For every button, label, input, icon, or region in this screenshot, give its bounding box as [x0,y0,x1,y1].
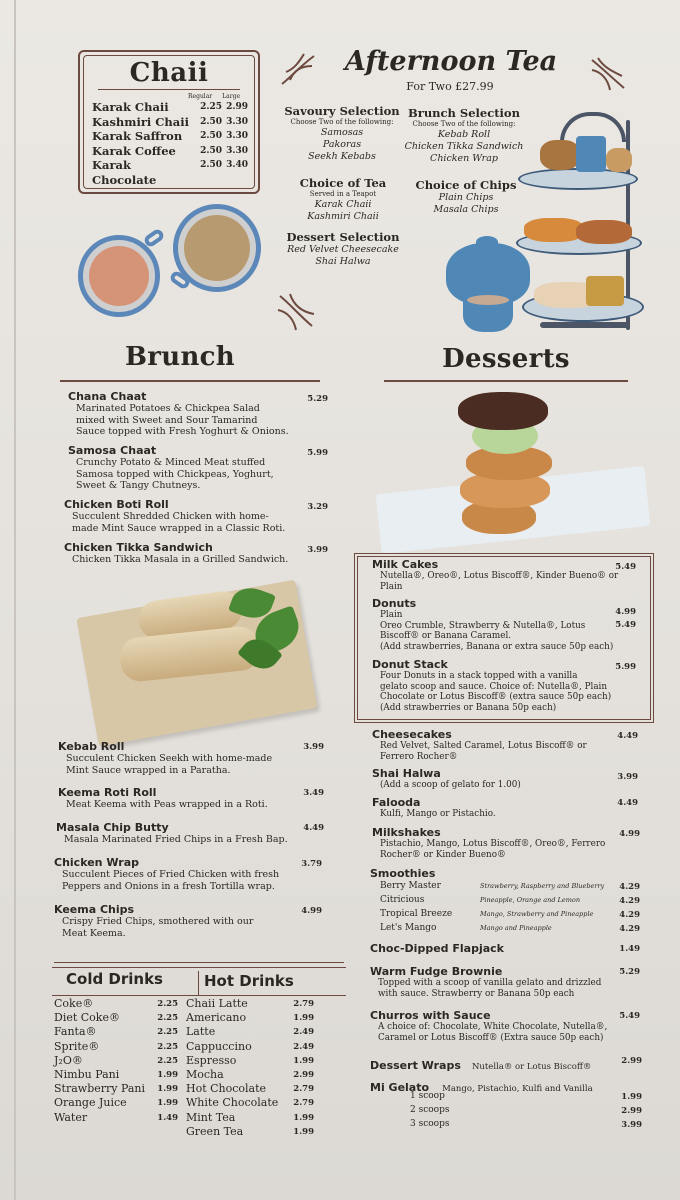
item-desc: Sweet & Tangy Chutneys. [76,480,201,491]
option: Pakoras [322,139,362,150]
item-price: 5.49 [615,562,636,572]
item-desc: (Add a scoop of gelato for 1.00) [380,780,521,790]
drink-name: Diet Coke® [54,1011,120,1025]
item-name: Karak Chocolate [92,158,157,187]
option: Chicken Tikka Sandwich [404,141,524,152]
menu-item-smoothies [370,867,650,880]
drink-name: Fanta® [54,1025,97,1039]
savoury-selection [280,104,404,163]
price-regular: 2.50 [200,145,222,156]
col-regular: Regular [188,93,213,100]
item-name: Dessert Wraps [370,1059,461,1072]
drink-name: Latte [186,1025,216,1039]
gelato-scoop: 3 scoops [410,1119,450,1129]
option: Chicken Wrap [430,153,498,164]
saffron-chai-cup-image [78,235,160,317]
option: Kebab Roll [437,129,491,140]
smoothie-name: Let's Mango [380,923,437,933]
menu-item [54,856,324,892]
chaii-title: Chaii [129,58,209,88]
item-price: 2.99 [621,1056,642,1066]
item-price: 3.99 [617,772,638,782]
item-desc: gelato scoop and sauce. Choice of: Nutella®, Plain [380,681,608,692]
drink-price: 1.49 [157,1112,178,1123]
drink-price: 2.79 [293,1084,314,1095]
menu-item [58,740,318,776]
smoothie-name: Berry Master [380,881,441,891]
chaii-item [90,115,248,130]
item-price: 3.79 [301,859,322,869]
price-regular: 2.50 [200,116,222,127]
item-desc: (Add strawberries or Banana 50p each) [380,702,557,713]
gelato-scoop: 1 scoop [410,1091,445,1101]
item-name: Samosa Chaat [68,444,157,457]
item-price: 4.99 [615,607,636,617]
col-large: Large [222,93,240,100]
item-name: Kashmiri Chaii [92,114,189,129]
drink-price: 2.25 [157,999,178,1009]
drink-price: 1.99 [157,1098,178,1109]
item-desc: Plain [380,610,403,620]
item-price: 2.99 [621,1106,642,1116]
item-price: 4.29 [619,896,640,906]
item-desc: Caramel or Lotus Biscoff® (Extra sauce 50p each) [378,1032,604,1043]
item-desc: Meat Keema. [62,927,126,939]
drink-price: 2.49 [293,1041,314,1052]
section-heading: Dessert Selection [286,230,400,244]
item-price: 5.49 [615,620,636,630]
item-name: Donut Stack [372,658,448,671]
item-price: 4.29 [619,924,640,934]
item-desc: Four Donuts in a stack topped with a vanilla [380,671,578,681]
item-desc: Crispy Fried Chips, smothered with our [62,916,254,927]
item-name: Churros with Sauce [370,1009,491,1022]
chaii-column-headers [90,93,248,100]
price-large: 3.30 [226,145,248,156]
smoothie-desc: Pineapple, Orange and Lemon [480,896,581,904]
item-price: 4.49 [303,823,324,833]
item-desc: Oreo Crumble, Strawberry & Nutella®, Lotus [380,620,586,631]
item-name: Chicken Tikka Sandwich [64,541,213,554]
item-desc: Mango, Pistachio, Kulfi and Vanilla [442,1084,593,1094]
item-price: 4.29 [619,910,640,920]
brunch-title: Brunch [124,342,235,372]
brunch-divider [60,380,320,382]
drink-name: Coke® [54,997,94,1010]
drink-name: Strawberry Pani [54,1082,146,1096]
smoothie-desc: Mango, Strawberry and Pineapple [480,910,594,918]
item-name: Cheesecakes [372,728,452,741]
cold-drinks-prices [146,997,178,1125]
item-desc: Pistachio, Mango, Lotus Biscoff®, Oreo®, Ferrero [380,839,606,849]
item-price: 5.29 [619,967,640,977]
section-note: Choose Two of the following: [412,120,516,128]
brunch-selection [404,106,524,165]
drink-price: 1.99 [293,1126,314,1137]
drink-price: 1.99 [293,1013,314,1024]
item-desc: Topped with a scoop of vanilla gelato and drizzled [378,978,602,988]
menu-item [58,786,318,811]
menu-item [54,903,314,939]
drink-name: Nimbu Pani [54,1068,120,1082]
drink-name: Americano [186,1011,247,1025]
cold-drinks-title: Cold Drinks [66,970,163,988]
drink-price: 2.25 [157,1027,178,1038]
item-desc: Rocher® or Kinder Bueno® [380,849,506,860]
hot-drinks-title: Hot Drinks [204,972,294,990]
drink-price: 1.99 [293,1112,314,1123]
drink-name: J₂O® [54,1053,83,1067]
chaii-item [90,129,248,144]
desserts-divider [384,380,628,382]
item-desc: made Mint Sauce wrapped in a Classic Roti. [72,522,286,534]
item-price: 1.99 [621,1092,642,1102]
option: Kashmiri Chaii [307,211,379,222]
item-desc: mixed with Sweet and Sour Tamarind [76,414,258,426]
item-price: 4.29 [619,882,640,892]
price-regular: 2.25 [200,102,222,112]
item-desc: Biscoff® or Banana Caramel. [380,631,512,641]
item-name: Chicken Boti Roll [64,498,169,511]
drink-price: 2.99 [293,1070,314,1081]
item-price: 5.99 [615,662,636,672]
page-spine [14,0,16,1200]
item-name: Karak Saffron [92,129,183,143]
option: Plain Chips [438,192,494,203]
chaii-box [78,50,260,194]
drink-price: 2.25 [157,1055,178,1066]
item-desc: Meat Keema with Peas wrapped in a Roti. [66,799,268,810]
option: Masala Chips [433,204,499,215]
option: Karak Chaii [314,199,372,210]
item-name: Masala Chip Butty [56,821,169,834]
item-price: 1.49 [619,944,640,954]
choice-of-chips [414,178,518,216]
item-desc: Samosa topped with Chickpeas, Yoghurt, [76,468,274,480]
item-price: 4.49 [617,731,638,741]
chaii-divider [98,89,240,90]
section-heading: Choice of Tea [299,176,387,190]
drink-price: 2.79 [293,999,314,1009]
drink-name: Mint Tea [186,1110,236,1124]
menu-item [68,444,318,492]
item-desc: Kulfi, Mango or Pistachio. [380,809,496,819]
price-large: 2.99 [226,102,248,112]
item-name: Chicken Wrap [54,856,139,869]
item-price: 4.99 [301,906,322,916]
item-name: Keema Roti Roll [58,786,157,799]
price-large: 3.30 [226,116,248,127]
smoothie-desc: Mango and Pineapple [480,924,552,932]
item-desc: Sauce topped with Fresh Yoghurt & Onions. [76,426,289,437]
gelato-scoop: 2 scoops [410,1105,450,1115]
item-price: 3.99 [303,742,324,752]
item-name: Shai Halwa [372,767,441,780]
drink-name: White Chocolate [186,1096,279,1110]
drinks-section [54,962,344,1138]
option: Seekh Kebabs [308,151,376,162]
section-heading: Savoury Selection [284,104,400,118]
item-desc: Nutella®, Oreo®, Lotus Biscoff®, Kinder Bueno® or [380,571,619,581]
item-desc: Red Velvet, Salted Caramel, Lotus Biscoff® or [380,741,587,751]
item-name: Keema Chips [54,903,135,916]
chaii-item [90,100,248,115]
item-desc: Ferrero Rocher® [380,751,458,762]
item-desc: Chicken Tikka Masala in a Grilled Sandwich. [72,554,289,565]
choice-of-tea [290,176,396,223]
item-price: 4.49 [617,798,638,808]
drink-name: Hot Chocolate [186,1082,267,1096]
smoothie-desc: Strawberry, Raspberry and Blueberry [480,882,605,890]
item-desc: (Add strawberries, Banana or extra sauce 50p each) [380,641,614,652]
item-name: Falooda [372,796,421,809]
menu-item [68,390,318,438]
price-large: 3.40 [226,160,248,170]
item-price: 3.29 [307,502,328,512]
item-name: Kebab Roll [58,740,125,753]
item-name: Choc-Dipped Flapjack [370,942,504,955]
drink-name: Chaii Latte [186,997,248,1010]
item-price: 5.49 [619,1011,640,1021]
item-desc: A choice of: Chocolate, White Chocolate, Nutella®, [378,1022,608,1032]
item-name: Karak Chaii [92,100,169,114]
menu-item [64,498,324,534]
drink-price: 1.99 [293,1055,314,1066]
drink-name: Espresso [186,1053,237,1067]
item-desc: with sauce. Strawberry or Banana 50p each [378,988,575,999]
item-price: 3.99 [307,545,328,555]
item-name: Smoothies [370,867,436,880]
section-heading: Choice of Chips [415,178,517,192]
item-desc: Succulent Shredded Chicken with home- [72,511,269,522]
item-price: 5.99 [307,448,328,458]
item-name: Karak Coffee [92,143,176,158]
item-price: 3.99 [621,1120,642,1130]
chaii-item [90,158,248,187]
item-name: Mi Gelato [370,1081,430,1094]
smoothie-name: Citricious [380,895,425,905]
item-desc: Succulent Chicken Seekh with home-made [66,753,273,764]
star-anise-icon [276,292,318,332]
item-desc: Plain [380,581,403,592]
item-desc: Masala Marinated Fried Chips in a Fresh Bap. [64,834,288,845]
item-name: Milkshakes [372,826,441,839]
drink-price: 2.25 [157,1041,178,1052]
smoothie-name: Tropical Breeze [380,909,453,919]
desserts-title: Desserts [442,344,570,374]
price-regular: 2.50 [200,160,222,170]
drink-price: 2.79 [293,1098,314,1109]
section-note: Served in a Teapot [309,190,377,198]
price-regular: 2.50 [200,131,222,141]
option: Shai Halwa [315,256,371,267]
drink-price: 2.25 [157,1013,178,1024]
drink-name: Green Tea [186,1124,244,1138]
afternoon-tea-price: For Two £27.99 [406,80,494,93]
hot-drinks-prices [282,997,314,1139]
section-note: Choose Two of the following: [290,118,394,126]
item-desc: Mint Sauce wrapped in a Paratha. [66,764,231,776]
drink-name: Water [54,1110,88,1124]
item-name: Warm Fudge Brownie [370,965,503,978]
chaii-item [90,144,248,159]
menu-item [64,541,324,566]
price-large: 3.30 [226,131,248,141]
drink-name: Orange Juice [54,1096,127,1110]
afternoon-tea-title: Afternoon Tea [344,46,558,77]
drink-price: 2.49 [293,1027,314,1038]
star-anise-icon [588,54,628,94]
item-desc: Succulent Pieces of Fried Chicken with fresh [62,869,280,880]
drink-price: 1.99 [157,1070,178,1081]
item-desc: Peppers and Onions in a fresh Tortilla wrap. [62,880,275,892]
option: Samosas [320,127,364,138]
dessert-selection [280,230,406,268]
item-desc: Chocolate or Lotus Biscoff® (extra sauce 50p each) [380,692,612,702]
drink-name: Mocha [186,1068,224,1082]
item-desc: Nutella® or Lotus Biscoff® [471,1062,592,1072]
star-anise-icon [278,50,320,90]
menu-item [56,821,316,846]
drink-name: Sprite® [54,1039,100,1053]
option: Red Velvet Cheesecake [287,244,399,255]
item-desc: Crunchy Potato & Minced Meat stuffed [76,457,266,468]
item-price: 3.49 [303,788,324,798]
item-price: 5.29 [307,394,328,404]
drink-name: Cappuccino [186,1039,252,1053]
item-desc: Marinated Potatoes & Chickpea Salad [76,403,260,414]
item-name: Donuts [372,597,417,610]
item-name: Chana Chaat [68,390,147,403]
section-heading: Brunch Selection [408,106,520,120]
drink-price: 1.99 [157,1084,178,1095]
item-name: Milk Cakes [372,558,439,571]
item-price: 4.99 [619,829,640,839]
